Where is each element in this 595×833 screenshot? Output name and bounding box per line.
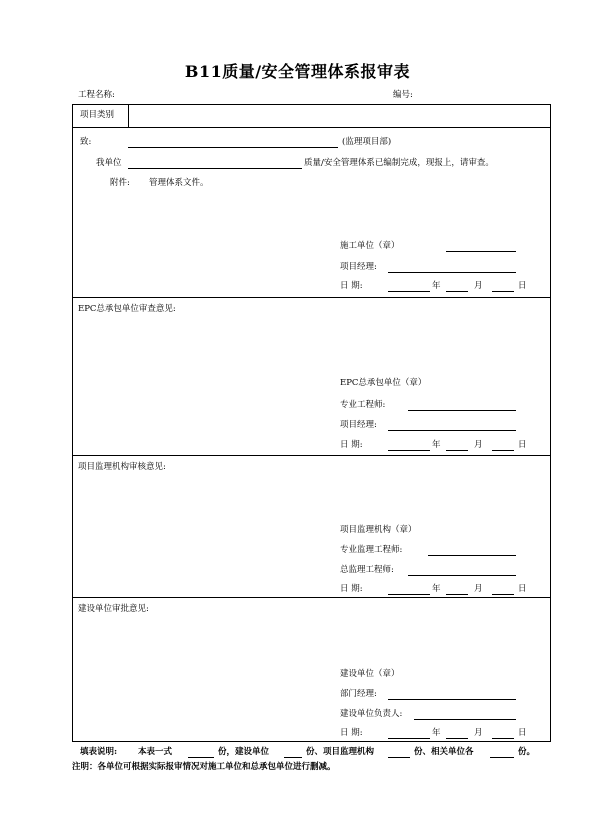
month-label: 月	[474, 584, 483, 594]
year-label: 年	[432, 584, 441, 594]
date-label: 日 期:	[340, 584, 363, 594]
category-divider	[128, 104, 129, 127]
copies-text-e: 份。	[518, 747, 536, 757]
copies-text-d: 份、相关单位各	[414, 747, 474, 757]
date-month-field[interactable]	[446, 738, 468, 739]
date-month-field[interactable]	[446, 291, 468, 292]
project-manager-label: 项目经理:	[340, 420, 377, 430]
owner-responsible-field[interactable]	[414, 719, 516, 720]
date-day-field[interactable]	[492, 291, 514, 292]
month-label: 月	[474, 281, 483, 291]
chief-supervisor-label: 总监理工程师:	[340, 565, 394, 575]
our-unit-label: 我单位	[96, 158, 122, 168]
copies-text-c: 份、项目监理机构	[306, 747, 375, 757]
project-manager-field[interactable]	[388, 430, 516, 431]
supervisor-dept-field[interactable]	[128, 147, 338, 148]
day-label: 日	[518, 281, 527, 291]
form-number-label: 编号:	[393, 90, 413, 100]
footer-note: 注明：各单位可根据实际报审情况对施工单位和总承包单位进行删减。	[72, 762, 336, 772]
copies-text-a: 本表一式	[138, 747, 173, 757]
form-table	[72, 104, 551, 742]
project-manager-label: 项目经理:	[340, 262, 377, 272]
attachment-label: 附件:	[110, 178, 130, 188]
date-month-field[interactable]	[446, 450, 468, 451]
contractor-seal-field[interactable]	[446, 251, 516, 252]
owner-approval-heading: 建设单位审批意见:	[78, 604, 149, 614]
month-label: 月	[474, 728, 483, 738]
date-label: 日 期:	[340, 728, 363, 738]
owner-seal-label: 建设单位（章）	[340, 669, 400, 679]
epc-seal-label: EPC总承包单位（章）	[340, 378, 427, 388]
supervision-copies-field[interactable]	[388, 757, 410, 758]
month-label: 月	[474, 440, 483, 450]
project-name-label: 工程名称:	[78, 90, 115, 100]
day-label: 日	[518, 584, 527, 594]
fill-instructions-label: 填表说明:	[80, 747, 118, 757]
year-label: 年	[432, 281, 441, 291]
owner-responsible-label: 建设单位负责人:	[340, 709, 403, 719]
engineer-field[interactable]	[408, 410, 516, 411]
engineer-label: 专业工程师:	[340, 400, 386, 410]
year-label: 年	[432, 440, 441, 450]
project-manager-field[interactable]	[388, 272, 516, 273]
attachment-value: 管理体系文件。	[149, 178, 209, 188]
section-divider	[72, 455, 551, 456]
statement-text: 质量/安全管理体系已编制完成，现报上，请审查。	[304, 158, 494, 168]
chief-supervisor-field[interactable]	[408, 575, 516, 576]
category-label: 项目类别	[80, 110, 115, 120]
date-day-field[interactable]	[492, 594, 514, 595]
row-divider	[72, 127, 551, 128]
year-label: 年	[432, 728, 441, 738]
day-label: 日	[518, 440, 527, 450]
copies-text-b: 份，建设单位	[218, 747, 270, 757]
day-label: 日	[518, 728, 527, 738]
form-title: B11质量/安全管理体系报审表	[184, 62, 411, 81]
supervision-review-heading: 项目监理机构审核意见:	[78, 462, 166, 472]
dept-manager-field[interactable]	[388, 699, 516, 700]
epc-review-heading: EPC总承包单位审查意见:	[78, 304, 176, 314]
section-divider	[72, 297, 551, 298]
supervising-engineer-field[interactable]	[428, 555, 516, 556]
date-day-field[interactable]	[492, 738, 514, 739]
supervision-seal-label: 项目监理机构（章）	[340, 525, 417, 535]
date-month-field[interactable]	[446, 594, 468, 595]
date-day-field[interactable]	[492, 450, 514, 451]
supervising-engineer-label: 专业监理工程师:	[340, 545, 403, 555]
category-value-field[interactable]	[130, 105, 549, 126]
date-year-field[interactable]	[388, 450, 430, 451]
contractor-seal-label: 施工单位（章）	[340, 241, 400, 251]
related-copies-field[interactable]	[490, 757, 514, 758]
date-year-field[interactable]	[388, 738, 430, 739]
total-copies-field[interactable]	[188, 757, 214, 758]
date-year-field[interactable]	[388, 594, 430, 595]
date-label: 日 期:	[340, 440, 363, 450]
section-divider	[72, 597, 551, 598]
to-label: 致:	[80, 137, 92, 147]
supervisor-dept-suffix: (监理项目部)	[342, 137, 392, 147]
our-unit-field[interactable]	[128, 168, 302, 169]
dept-manager-label: 部门经理:	[340, 689, 377, 699]
owner-copies-field[interactable]	[284, 757, 302, 758]
date-year-field[interactable]	[388, 291, 430, 292]
date-label: 日 期:	[340, 281, 363, 291]
